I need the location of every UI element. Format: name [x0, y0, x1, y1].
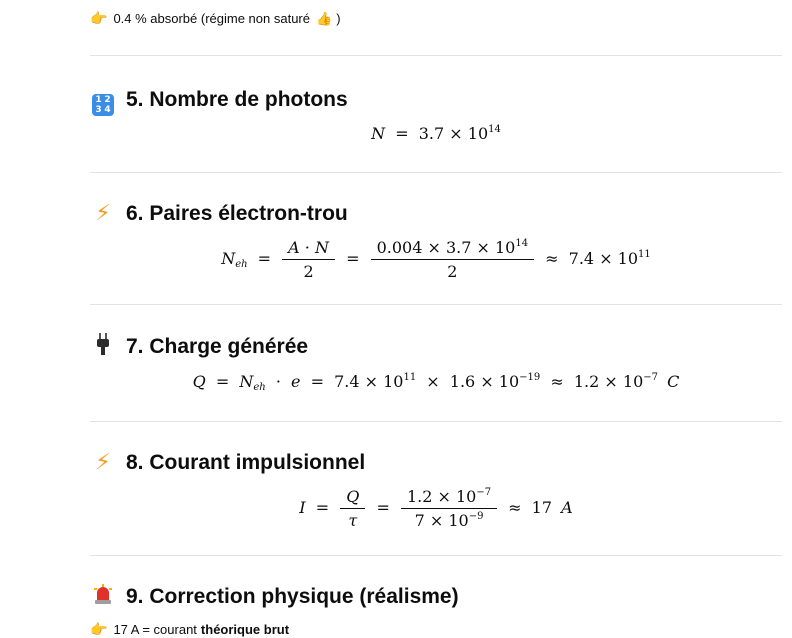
plug-icon [90, 333, 116, 360]
siren-icon [90, 584, 116, 609]
formula-operator: = [395, 124, 409, 143]
formula-subscript: eh [253, 382, 266, 393]
formula-operator: = [215, 372, 230, 391]
formula-operator: = [376, 498, 390, 517]
formula-symbol: e [291, 372, 301, 391]
formula-unit: A [561, 498, 573, 517]
fraction-denominator: 7 × 10 [414, 511, 469, 530]
section-9-title: 9. Correction physique (réalisme) [126, 584, 459, 608]
formula-exponent: 14 [488, 124, 501, 135]
formula-value: 3.7 × 10 [418, 124, 489, 143]
formula-exponent: −19 [519, 372, 541, 383]
formula-value: 17 [531, 498, 553, 517]
formula-symbol: N [221, 249, 236, 268]
formula-operator: · [275, 372, 281, 391]
thumbs-up-icon: 👍 [316, 10, 333, 26]
fraction-numerator: 1.2 × 10 [406, 487, 477, 506]
divider [90, 555, 782, 556]
formula-exponent: −7 [476, 487, 492, 498]
section-5-heading [90, 84, 348, 116]
formula-unit: C [667, 372, 680, 391]
formula-value: 1.2 × 10 [573, 372, 644, 391]
formula-symbol: I [299, 498, 306, 517]
formula-photons [90, 124, 782, 143]
section-8-title: 8. Courant impulsionnel [126, 450, 366, 474]
formula-pairs [90, 238, 782, 281]
absorption-close: ) [336, 11, 341, 26]
fraction [285, 238, 332, 281]
pointing-hand-icon: 👉 [90, 621, 108, 637]
current-note [90, 621, 289, 638]
absorption-text: 0.4 % absorbé (régime non saturé [113, 11, 310, 26]
formula-operator: = [257, 249, 272, 268]
section-9-heading [90, 584, 459, 609]
plug-icon-svg [96, 333, 110, 355]
formula-exponent: −9 [468, 511, 484, 522]
formula-exponent: 11 [638, 249, 651, 260]
formula-value: 7.4 × 10 [334, 372, 404, 391]
formula-value: 7.4 × 10 [568, 249, 639, 268]
fraction-denominator: 2 [282, 259, 335, 281]
fraction-numerator: 0.004 × 3.7 × 10 [376, 238, 516, 257]
formula-operator: × [426, 372, 440, 391]
formula-operator: ≈ [508, 498, 522, 517]
lightning-icon: ⚡ [95, 450, 111, 475]
divider [90, 304, 782, 305]
formula-exponent: 14 [515, 238, 529, 249]
formula-charge [90, 372, 782, 393]
pointing-hand-icon: 👉 [90, 10, 108, 26]
current-note-text: 17 A = courant [113, 622, 197, 637]
divider [90, 421, 782, 422]
formula-operator: = [310, 372, 324, 391]
formula-operator: = [346, 249, 360, 268]
fraction-denominator: 2 [371, 259, 535, 281]
numbers-icon: 1 2 3 4 [90, 84, 116, 116]
formula-subscript: eh [235, 259, 248, 270]
fraction-numerator: A · N [288, 238, 329, 257]
siren-icon-svg [93, 584, 113, 604]
fraction [404, 487, 494, 530]
section-5-title: 5. Nombre de photons [126, 88, 348, 111]
section-6-heading [90, 201, 348, 226]
formula-operator: ≈ [545, 249, 559, 268]
section-7-title: 7. Charge générée [126, 334, 309, 358]
formula-symbol: N [239, 372, 254, 391]
formula-symbol: N [371, 124, 386, 143]
current-note-bold: théorique brut [200, 622, 290, 637]
formula-current [90, 487, 782, 530]
divider [90, 172, 782, 173]
fraction [374, 238, 532, 281]
formula-symbol: Q [192, 372, 206, 391]
fraction [343, 487, 362, 530]
formula-operator: = [315, 498, 330, 517]
fraction-numerator: Q [346, 487, 360, 506]
lightning-icon: ⚡ [95, 201, 111, 226]
formula-exponent: −7 [643, 372, 659, 383]
section-6-title: 6. Paires électron-trou [126, 201, 348, 225]
divider [90, 55, 782, 56]
section-8-heading [90, 450, 365, 475]
absorption-note [90, 10, 341, 27]
formula-exponent: 11 [403, 372, 417, 383]
section-7-heading [90, 333, 308, 360]
formula-value: 1.6 × 10 [449, 372, 520, 391]
formula-operator: ≈ [550, 372, 564, 391]
fraction-denominator: τ [348, 511, 358, 530]
